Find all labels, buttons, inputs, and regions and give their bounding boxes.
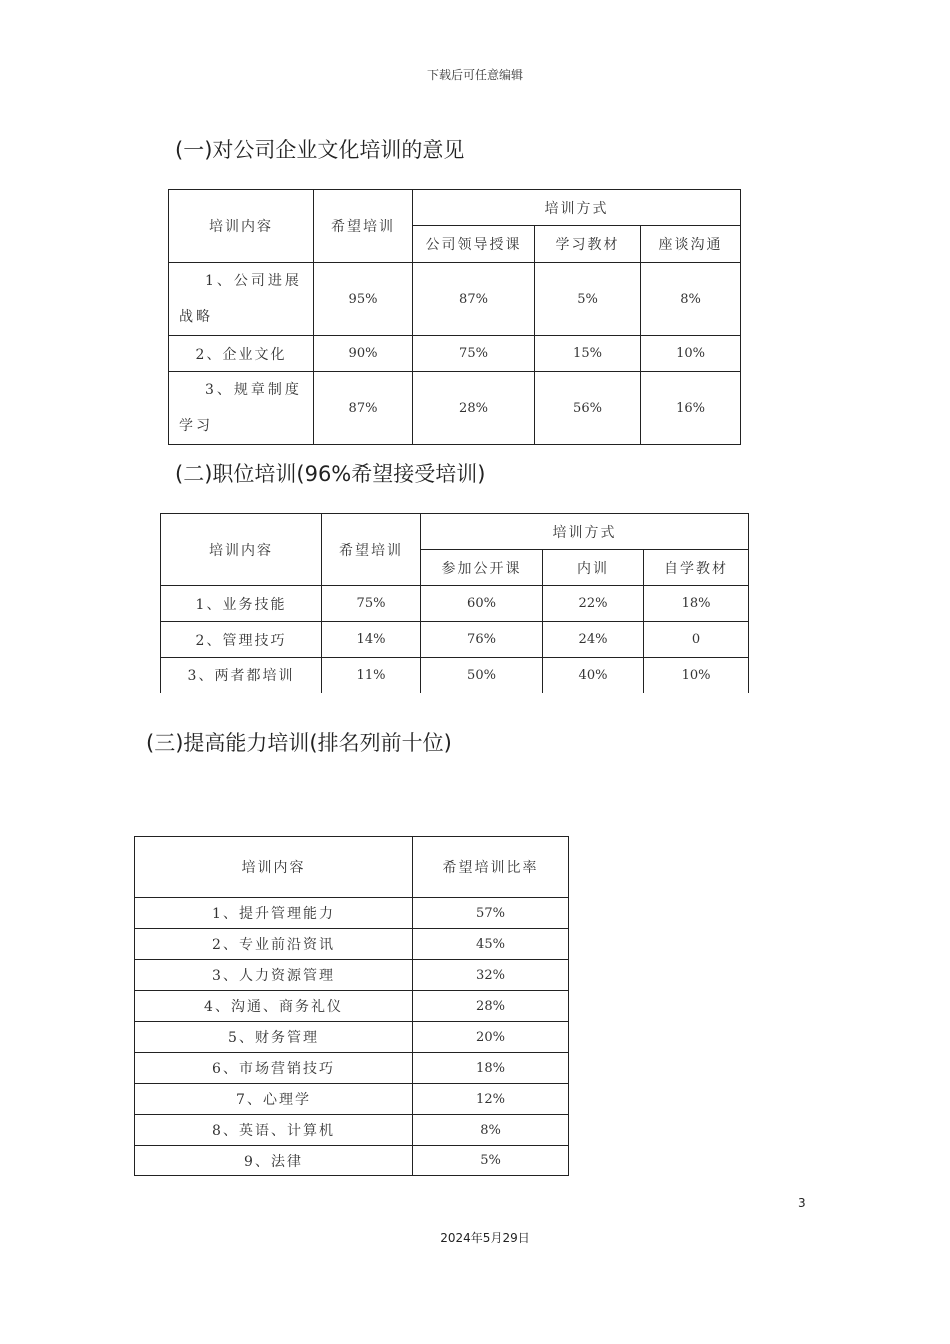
row-m2: 15% [535,336,641,372]
row-m2: 5% [535,263,641,336]
row-rate: 57% [413,898,569,929]
table-row [135,960,569,991]
header-hope: 希望培训 [322,514,421,586]
row-m1: 75% [413,336,535,372]
table-row [169,372,741,445]
row-name: 2、企业文化 [169,336,314,372]
section3-table [134,836,569,1176]
table-row [135,1146,569,1176]
row-m2: 24% [543,622,644,658]
table-row [135,1084,569,1115]
row-hope: 87% [314,372,413,445]
row-name: 5、财务管理 [135,1022,413,1053]
header-rate: 希望培训比率 [413,837,569,898]
section2-table [160,513,749,693]
table-row [135,1053,569,1084]
table-row [135,929,569,960]
header-method-2: 内训 [543,550,644,586]
row-m2: 22% [543,586,644,622]
header-method-3: 自学教材 [644,550,749,586]
header-content: 培训内容 [169,190,314,263]
section3-title: (三)提高能力培训(排名列前十位) [146,731,452,755]
section1-title: (一)对公司企业文化培训的意见 [175,138,465,162]
table-row [135,991,569,1022]
table-row [135,898,569,929]
row-name: 3、两者都培训 [161,658,322,693]
header-content: 培训内容 [161,514,322,586]
header-method-2: 学习教材 [535,226,641,263]
header-method-3: 座谈沟通 [641,226,741,263]
table-row [169,336,741,372]
header-method-1: 公司领导授课 [413,226,535,263]
row-m1: 60% [421,586,543,622]
row-m1: 28% [413,372,535,445]
row-name: 7、心理学 [135,1084,413,1115]
table-row [135,1022,569,1053]
row-rate: 45% [413,929,569,960]
header-content: 培训内容 [135,837,413,898]
row-name: 8、英语、计算机 [135,1115,413,1146]
row-rate: 28% [413,991,569,1022]
row-rate: 5% [413,1146,569,1176]
page-number: 3 [798,1196,806,1210]
row-m3: 10% [644,658,749,693]
header-method: 培训方式 [413,190,741,226]
row-rate: 12% [413,1084,569,1115]
table-row [169,263,741,336]
row-m3: 0 [644,622,749,658]
header-method-1: 参加公开课 [421,550,543,586]
row-name: 3、规章制度学习 [169,372,314,445]
row-m1: 76% [421,622,543,658]
row-hope: 90% [314,336,413,372]
row-hope: 75% [322,586,421,622]
row-name: 2、管理技巧 [161,622,322,658]
row-name: 4、沟通、商务礼仪 [135,991,413,1022]
section1-table [168,189,741,445]
row-name: 6、市场营销技巧 [135,1053,413,1084]
row-rate: 32% [413,960,569,991]
row-rate: 8% [413,1115,569,1146]
row-m3: 8% [641,263,741,336]
row-name: 1、提升管理能力 [135,898,413,929]
row-hope: 95% [314,263,413,336]
page-header: 下载后可任意编辑 [426,68,523,82]
row-hope: 11% [322,658,421,693]
row-m1: 87% [413,263,535,336]
table-row [161,658,749,693]
row-name: 3、人力资源管理 [135,960,413,991]
row-name: 1、业务技能 [161,586,322,622]
row-name: 9、法律 [135,1146,413,1176]
row-rate: 20% [413,1022,569,1053]
row-m1: 50% [421,658,543,693]
section2-title: (二)职位培训(96%希望接受培训) [175,462,486,486]
row-hope: 14% [322,622,421,658]
row-name: 1、公司进展战略 [169,263,314,336]
header-hope: 希望培训 [314,190,413,263]
row-m3: 10% [641,336,741,372]
row-m2: 40% [543,658,644,693]
page-footer-date: 2024年5月29日 [440,1231,530,1245]
table-row [161,622,749,658]
table-row [161,586,749,622]
row-m2: 56% [535,372,641,445]
header-method: 培训方式 [421,514,749,550]
row-name: 2、专业前沿资讯 [135,929,413,960]
table-row [135,1115,569,1146]
row-rate: 18% [413,1053,569,1084]
row-m3: 16% [641,372,741,445]
row-m3: 18% [644,586,749,622]
